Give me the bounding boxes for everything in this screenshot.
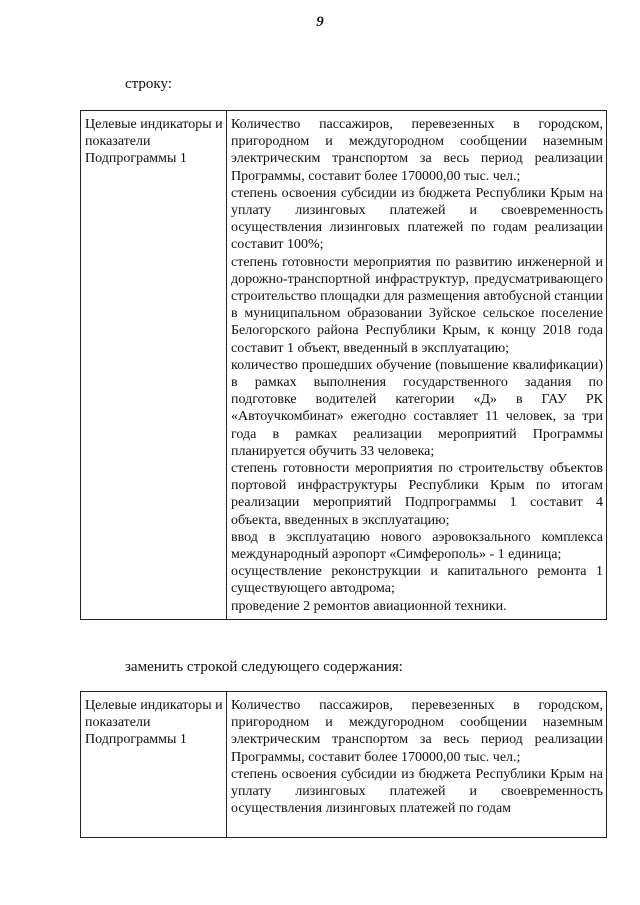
indicator-paragraph: степень готовности мероприятия по строительству объектов портовой инфраструктуры Республики Крым по итогам реализации мероприятий Подпрограммы 1 составит 4 объекта, введенных в эксплуатацию;	[231, 461, 603, 528]
intro-text-new-row: заменить строкой следующего содержания:	[125, 659, 403, 675]
row-label-cell: Целевые индикаторы и показатели Подпрограммы 1	[81, 111, 227, 620]
table-row	[81, 111, 607, 620]
indicator-paragraph: осуществление реконструкции и капитального ремонта 1 существующего автодрома;	[231, 564, 603, 597]
indicators-table-old	[80, 110, 607, 620]
indicator-paragraph: Количество пассажиров, перевезенных в городском, пригородном и междугородном сообщении наземным электрическим транспортом за весь период реализации Программы, составит более 170000,00 тыс. чел.;	[231, 698, 603, 765]
indicator-paragraph: Количество пассажиров, перевезенных в городском, пригородном и междугородном сообщении наземным электрическим транспортом за весь период реализации Программы, составит более 170000,00 тыс. чел.;	[231, 117, 603, 184]
indicator-paragraph: проведение 2 ремонтов авиационной техники.	[231, 598, 507, 614]
table-row	[81, 692, 607, 838]
page-number: 9	[316, 14, 324, 30]
content-clip	[231, 697, 603, 817]
row-content-cell	[227, 692, 607, 838]
row-content-cell	[227, 111, 607, 620]
intro-text-old-row: строку:	[125, 76, 172, 92]
indicator-paragraph: степень готовности мероприятия по развитию инженерной и дорожно-транспортной инфраструктур, предусматривающего строительство площадки для размещения автобусной станции в муниципальном образовании Зуйское сельское поселение Белогорского района Республики Крым, к концу 2018 года составит 1 объект, введенный в эксплуатацию;	[231, 254, 603, 356]
row-label-cell: Целевые индикаторы и показатели Подпрограммы 1	[81, 692, 227, 838]
indicators-table-new	[80, 691, 607, 838]
indicator-paragraph: степень освоения субсидии из бюджета Республики Крым на уплату лизинговых платежей и своевременность осуществления лизинговых платежей по годам	[231, 766, 603, 817]
indicator-paragraph: степень освоения субсидии из бюджета Республики Крым на уплату лизинговых платежей и своевременность осуществления лизинговых платежей по годам реализации составит 100%;	[231, 185, 603, 253]
indicator-paragraph: количество прошедших обучение (повышение квалификации) в рамках выполнения государственного задания по подготовке водителей категории «Д» в ГАУ РК «Автоучкомбинат» ежегодно составляет 11 человек, за три года в рамках реализации мероприятий Программы планируется обучить 33 человека;	[231, 357, 603, 459]
indicator-paragraph: ввод в эксплуатацию нового аэровокзального комплекса международный аэропорт «Симферополь» - 1 единица;	[231, 529, 603, 563]
